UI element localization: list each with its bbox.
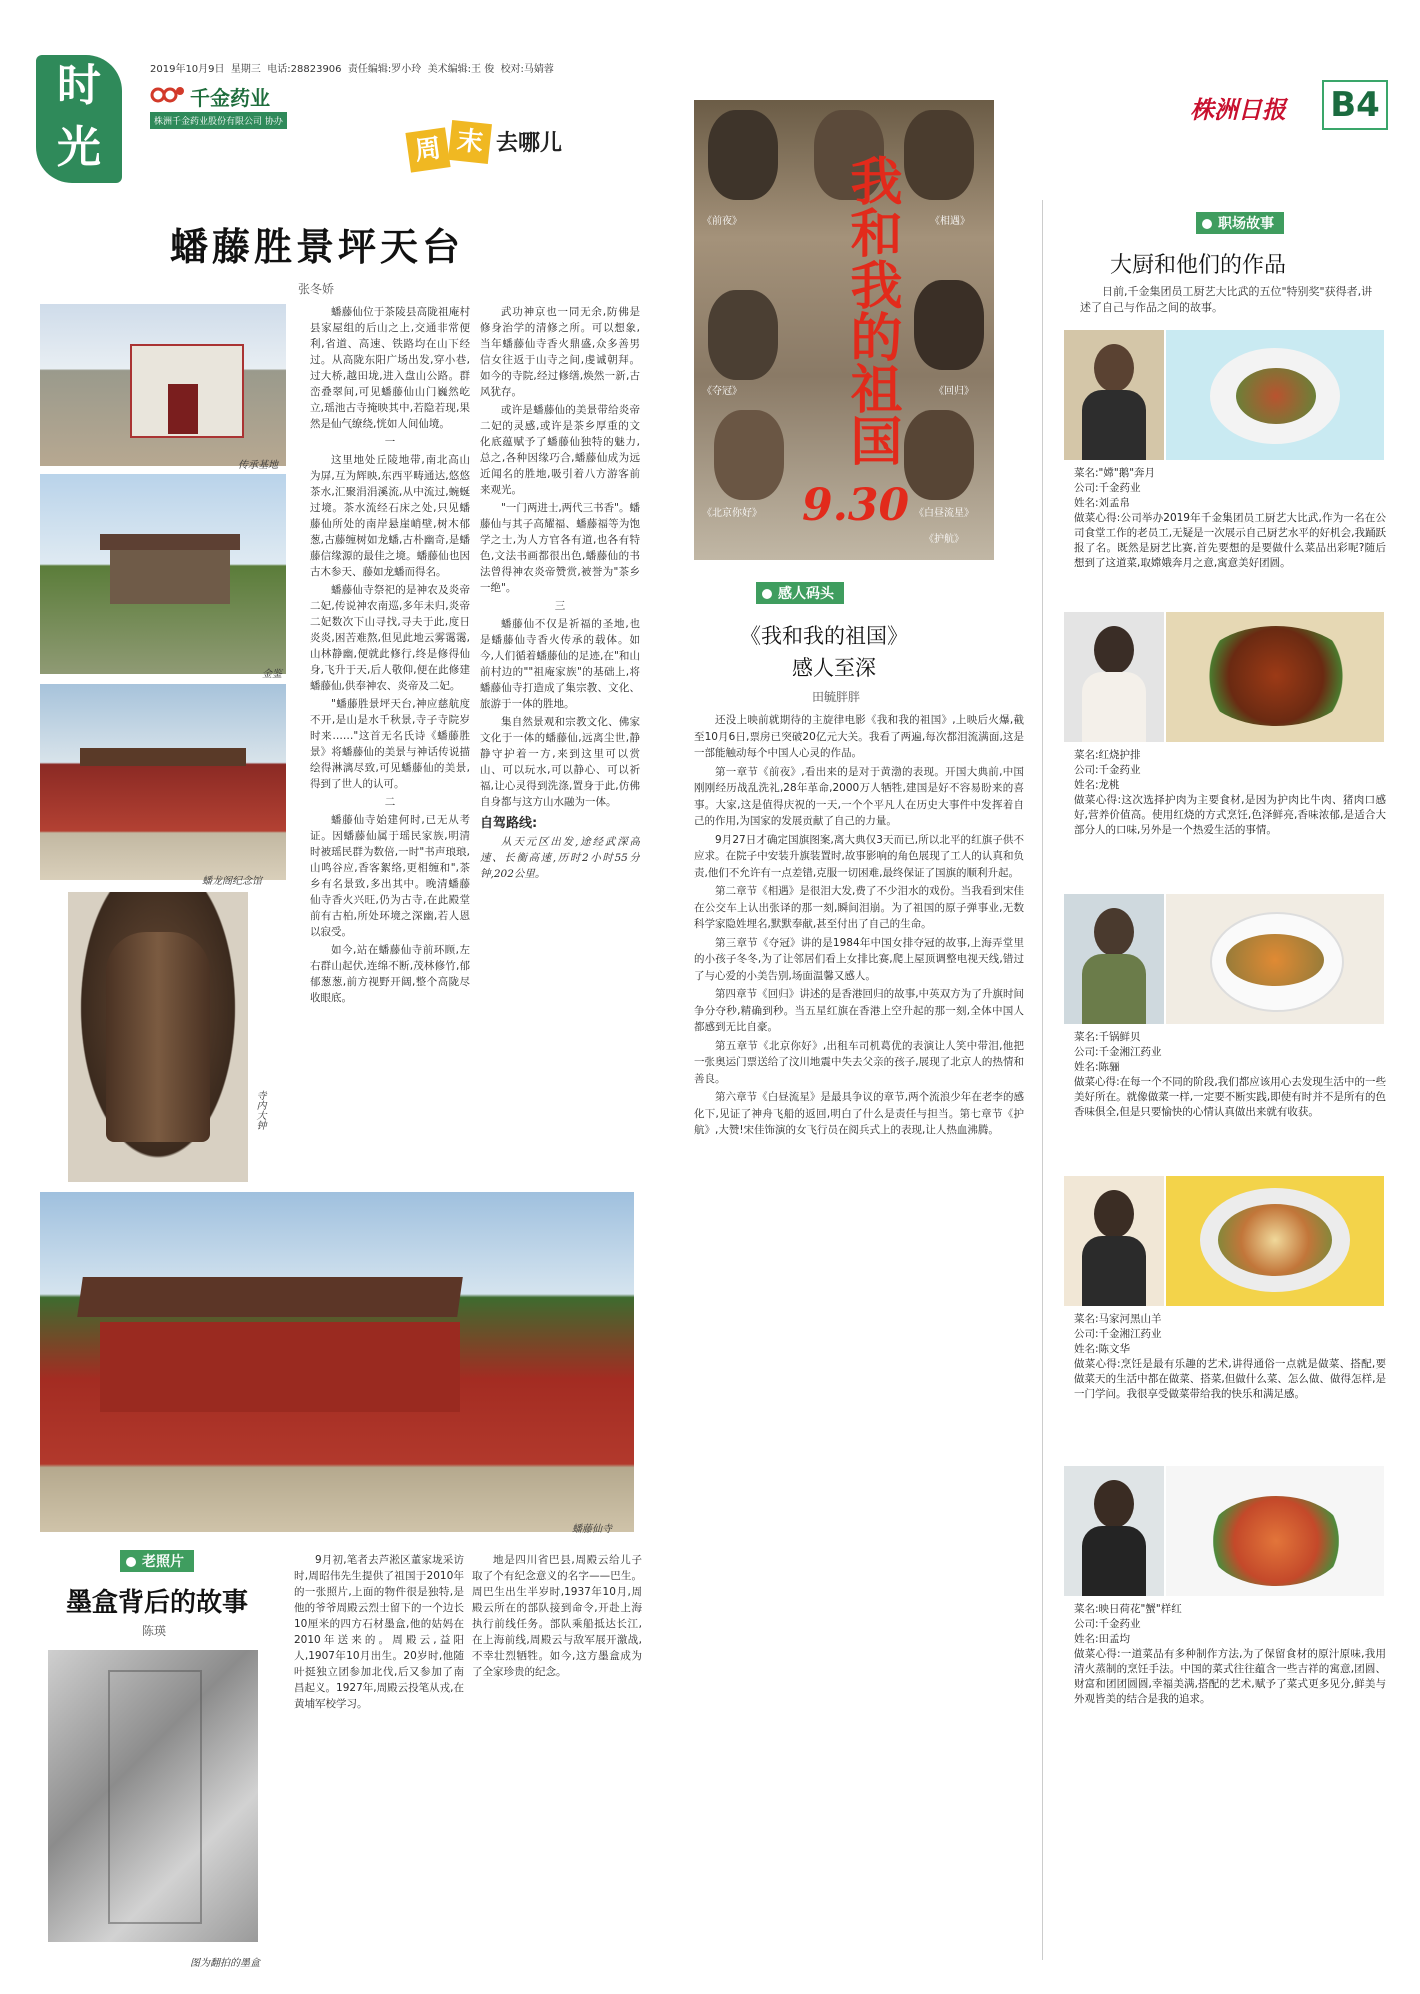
movie-author: 田毓胖胖 bbox=[812, 690, 861, 704]
route-text: 从天元区出发,途经武深高速、长衡高速,历时2小时55分钟,202公里。 bbox=[480, 836, 640, 880]
section-dot-icon bbox=[1202, 219, 1212, 229]
poster-label-7: 《护航》 bbox=[924, 534, 964, 545]
dish4-info bbox=[1074, 1312, 1386, 1402]
chef4-photo bbox=[1064, 1176, 1164, 1306]
dish5-comment: 做菜心得:一道菜品有多种制作方法,为了保留食材的原汁原味,我用清火蒸制的烹饪手法。中国的菜式往往蕴含一些吉祥的寓意,团圆、财富和团团圆圆,幸福美满,搭配的艺术,赋予了菜式更多见分,鲜美与外观皆美的结合是我的追求。 bbox=[1074, 1648, 1386, 1705]
chef3-photo bbox=[1064, 894, 1164, 1024]
column-tag-char2: 光 bbox=[57, 122, 101, 173]
movie-p3: 9月27日才确定国旗图案,离大典仅3天而已,所以北平的红旗子供不应求。在院子中安装升旗装置时,故事影响的角色展现了工人的认真和负责,他们不允许有一点差错,克服一切困难,最终保证了国旗的顺利升起。 bbox=[694, 833, 1024, 879]
caption-1: 传承基地 bbox=[238, 460, 278, 471]
sponsor-logo-icon bbox=[150, 82, 186, 108]
route-label: 自驾路线: bbox=[480, 816, 538, 831]
dish3-photo bbox=[1166, 894, 1384, 1024]
dish5-chef: 姓名:田孟均 bbox=[1074, 1633, 1131, 1645]
article1-author: 张冬娇 bbox=[298, 282, 335, 296]
movie-body bbox=[694, 712, 1024, 1964]
article1-col3-p2: 集自然景观和宗教文化、佛家文化于一体的蟠藤仙,远离尘世,静静守护着一方,来到这里可以赏山、可以玩水,可以静心、可以祈福,让心灵得到洗涤,置身于此,仿佛自身都与这方山水融为一体。 bbox=[480, 716, 640, 808]
article1-col1-p2: 这里地处丘陵地带,南北高山为屏,互为辉映,东西平畴通达,悠悠茶水,汇聚涓涓溪流,从中流过,蜿蜒过境。茶水流经石床之处,只见蟠藤仙所处的南岸悬崖峭壁,树木郁葱,古藤缠树如龙蟠,古朴幽奇,是蟠藤信缘源的最佳之境。蟠藤仙也因古木参天、藤如龙蟠而得名。 bbox=[310, 454, 470, 578]
dish1-info bbox=[1074, 466, 1386, 571]
caption-3: 蟠龙阁纪念馆 bbox=[202, 876, 262, 887]
dish2-photo bbox=[1166, 612, 1384, 742]
article2-col1-text: 9月初,笔者去芦淞区董家垅采访时,周昭伟先生提供了祖国于2010年的一张照片,上面的物件很是独特,是他的爷爷周殿云烈士留下的一个边长10厘米的四方石材墨盒,他的姑妈在2010年送来的。周殿云,益阳人,1907年10月出生。20岁时,他随叶挺独立团参加北伐,后又参加了南昌起义。1927年,周殿云投笔从戎,在黄埔军校学习。 bbox=[294, 1554, 464, 1710]
weekend-char2: 末 bbox=[448, 120, 492, 164]
caption-4: 寺内大钟 bbox=[254, 1090, 265, 1130]
movie-title-line1: 《我和我的祖国》 bbox=[740, 624, 908, 648]
dish2-name: 菜名:红烧护排 bbox=[1074, 749, 1141, 761]
dish1-company: 公司:千金药业 bbox=[1074, 482, 1141, 494]
sponsor-co-label: 协办 bbox=[264, 117, 283, 127]
poster-label-6: 《白昼流星》 bbox=[914, 508, 974, 519]
section-mark-2: 二 bbox=[384, 796, 396, 808]
article2-col2 bbox=[472, 1552, 642, 1962]
article1-col2 bbox=[480, 304, 640, 1194]
header-strip bbox=[150, 60, 670, 75]
paper-name: 株洲日报 bbox=[1190, 95, 1286, 124]
article1-col1-p6: 如今,站在蟠藤仙寺前环顾,左右群山起伏,连绵不断,茂林修竹,郁郁葱葱,前方视野开阔,整个高陇尽收眼底。 bbox=[310, 944, 470, 1004]
column-tag bbox=[36, 55, 122, 183]
dish4-photo bbox=[1166, 1176, 1384, 1306]
dish2-company: 公司:千金药业 bbox=[1074, 764, 1141, 776]
dish1-name: 菜名:"嫦"鹅"奔月 bbox=[1074, 467, 1156, 479]
chef2-photo bbox=[1064, 612, 1164, 742]
section-dot-icon bbox=[762, 589, 772, 599]
movie-title-line2: 感人至深 bbox=[792, 656, 876, 680]
poster-release: 9.30 bbox=[802, 480, 910, 531]
sponsor-company: 株洲千金药业股份有限公司 bbox=[154, 117, 263, 127]
photo-ink-box bbox=[48, 1650, 258, 1942]
article2-title: 墨盒背后的故事 bbox=[66, 1588, 249, 1618]
dish4-company: 公司:千金湘江药业 bbox=[1074, 1328, 1162, 1340]
article1-col2-p3: "一门两进士,两代三书香"。蟠藤仙与其子高耀福、蟠藤福等为饱学之士,为人方官各有道,也各有特色,文法书画都很出色,蟠藤仙的书法曾得神农炎帝赞赏,被誉为"茶乡一绝"。 bbox=[480, 502, 640, 594]
article1-col3-p1: 蟠藤仙不仅是祈福的圣地,也是蟠藤仙寺香火传承的载体。如今,人们循着蟠藤仙的足迹,在"和山前村边的""祖庵家族"的基础上,将蟠藤仙寺打造成了集宗教、文化、旅游于一体的胜地。 bbox=[480, 618, 640, 710]
phone: 电话:28823906 bbox=[267, 64, 342, 75]
poster-label-1: 《前夜》 bbox=[702, 216, 742, 227]
movie-poster bbox=[694, 100, 994, 560]
dish5-company: 公司:千金药业 bbox=[1074, 1618, 1141, 1630]
dish3-info bbox=[1074, 1030, 1386, 1120]
article1-col1-p5: 蟠藤仙寺始建何时,已无从考证。因蟠藤仙属于瑶民家族,明清时被瑶民群为数倍,一时"书声琅琅,山鸣谷应,香客絮络,更相缠和",茶乡有名景致,多出其中。晚清蟠藤仙寺香火兴旺,仍为古寺,在此殿堂前有古柏,所处环境之深幽,若人恩以寂受。 bbox=[310, 814, 470, 938]
photo-dragon-pavilion bbox=[40, 684, 286, 880]
poster-title: 我和我的祖国 bbox=[841, 154, 902, 466]
article2-section: 老照片 bbox=[142, 1554, 184, 1570]
poster-label-5: 《北京你好》 bbox=[702, 508, 762, 519]
movie-p2: 第一章节《前夜》,看出来的是对于黄渤的表现。开国大典前,中国刚刚经历战乱洗礼,28年革命,2000万人牺牲,建国是好不容易盼来的喜事。大家,这是值得庆祝的一天,一个个平凡人在历史大事件中发挥着自己的作用,为国家的发展贡献了自己的力量。 bbox=[694, 765, 1024, 827]
article1-title: 蟠藤胜景坪天台 bbox=[170, 224, 465, 269]
dish3-chef: 姓名:陈骊 bbox=[1074, 1061, 1120, 1073]
column-tag-char1: 时 bbox=[57, 60, 101, 111]
dish4-chef: 姓名:陈文华 bbox=[1074, 1343, 1131, 1355]
poster-label-2: 《相遇》 bbox=[930, 216, 970, 227]
article2-col1 bbox=[294, 1552, 464, 1962]
chef1-photo bbox=[1064, 330, 1164, 460]
page-number: B4 bbox=[1322, 80, 1388, 130]
movie-p1: 还没上映前就期待的主旋律电影《我和我的祖国》,上映后火爆,截至10月6日,票房已突破20亿元大关。我看了两遍,每次都泪流满面,这是一部能触动每个中国人心灵的作品。 bbox=[694, 714, 1024, 759]
weekend-char1: 周 bbox=[405, 127, 450, 172]
article1-col1 bbox=[310, 304, 470, 1194]
photo-heritage-base bbox=[40, 304, 286, 466]
sponsor-block bbox=[150, 82, 370, 132]
photo-golden-mirror bbox=[40, 474, 286, 674]
photo-temple-main bbox=[40, 1192, 634, 1532]
article2-author: 陈瑛 bbox=[142, 1624, 167, 1638]
dish2-chef: 姓名:龙桃 bbox=[1074, 779, 1120, 791]
dish1-photo bbox=[1166, 330, 1384, 460]
section-mark-3: 三 bbox=[554, 600, 566, 612]
article2-caption: 图为翻拍的墨盒 bbox=[190, 1958, 260, 1969]
dish3-company: 公司:千金湘江药业 bbox=[1074, 1046, 1162, 1058]
career-section-tag bbox=[1196, 212, 1284, 234]
movie-section-tag bbox=[756, 582, 844, 604]
dish1-chef: 姓名:刘孟帛 bbox=[1074, 497, 1131, 509]
sponsor-brand: 千金药业 bbox=[190, 86, 270, 110]
caption-2: 金鉴 bbox=[262, 669, 282, 680]
art-editor: 美术编辑:王 俊 bbox=[427, 64, 495, 75]
movie-p5: 第三章节《夺冠》讲的是1984年中国女排夺冠的故事,上海弄堂里的小孩子冬冬,为了让邻居们看上女排比赛,爬上屋顶调整电视天线,错过了与心爱的小美告别,场面温馨又感人。 bbox=[694, 936, 1024, 982]
dish3-name: 菜名:千锅鲜贝 bbox=[1074, 1031, 1141, 1043]
movie-p6: 第四章节《回归》讲述的是香港回归的故事,中英双方为了升旗时间争分夺秒,精确到秒。当五星红旗在香港上空升起的那一刻,全体中国人都感到无比自豪。 bbox=[694, 988, 1024, 1033]
movie-p7: 第五章节《北京你好》,出租车司机葛优的表演让人笑中带泪,他把一张奥运门票送给了汶川地震中失去父亲的孩子,展现了北京人的热情和善良。 bbox=[694, 1039, 1024, 1085]
dish2-info bbox=[1074, 748, 1386, 838]
article1-col2-p2: 或许是蟠藤仙的美景带给炎帝二妃的灵感,或许是茶乡厚重的文化底蕴赋予了蟠藤仙独特的魅力,总之,各种因缘巧合,蟠藤仙成为远近闻名的胜地,吸引着八方游客前来观光。 bbox=[480, 404, 640, 496]
dish1-comment: 做菜心得:公司举办2019年千金集团员工厨艺大比武,作为一名在公司食堂工作的老员工,无疑是一次展示自己厨艺水平的好机会,我踊跃报了名。既然是厨艺比赛,首先要想的是要做什么菜品出彩呢?随后想到了这道菜,取嫦娥奔月之意,寓意美好团圆。 bbox=[1074, 512, 1386, 569]
sponsor-company-bar bbox=[150, 112, 287, 129]
section-dot-icon bbox=[126, 1557, 136, 1567]
movie-p4: 第二章节《相遇》是很泪大发,费了不少泪水的戏份。当我看到宋佳在公交车上认出张译的那一刻,瞬间泪崩。为了祖国的原子弹事业,无数科学家隐姓埋名,默默奉献,甚至付出了自己的生命。 bbox=[694, 885, 1024, 930]
dish4-name: 菜名:马家河黑山羊 bbox=[1074, 1313, 1162, 1325]
article1-col2-p1: 武功神京也一同无余,防佛是修身治学的清修之所。可以想象,当年蟠藤仙寺香火鼎盛,众多善男信女往返于山寺之间,虔诚朝拜。如今的寺院,经过修缮,焕然一新,古风犹存。 bbox=[480, 306, 640, 398]
issue-weekday: 星期三 bbox=[230, 64, 261, 75]
movie-section: 感人码头 bbox=[778, 586, 834, 602]
caption-5: 蟠藤仙寺 bbox=[572, 1524, 612, 1535]
article2-section-tag bbox=[120, 1550, 194, 1572]
career-intro: 日前,千金集团员工厨艺大比武的五位"特别奖"获得者,讲述了自己与作品之间的故事。 bbox=[1080, 285, 1373, 314]
photo-temple-bell bbox=[68, 892, 248, 1182]
poster-label-3: 《夺冠》 bbox=[702, 386, 742, 397]
article1-col1-p4: "蟠藤胜景坪天台,神应慈航度不开,是山是水千秋景,寺子寺院岁时来……"这首无名氏诗《蟠藤胜景》将蟠藤仙的美景与神话传说描绘得淋漓尽致,可见蟠藤仙的美景,得到了世人的认可。 bbox=[310, 698, 470, 790]
article1-col1-p1: 蟠藤仙位于茶陵县高陇祖庵村县家屋组的后山之上,交通非常便利,省道、高速、铁路均在山下经过。从高陇东阳广场出发,穿小巷,过大桥,越田垅,进入盘山公路。群峦叠翠间,可见蟠藤仙山门巍然屹立,瑶池古寺掩映其中,若隐若现,果然是仙气缭绕,恍如人间仙境。 bbox=[310, 306, 470, 430]
dish5-name: 菜名:映日荷花"蟹"样红 bbox=[1074, 1603, 1182, 1615]
movie-p8: 第六章节《白昼流星》是最具争议的章节,两个流浪少年在老李的感化下,见证了神舟飞船的返回,明白了什么是责任与担当。第七章节《护航》,大赞!宋佳饰演的女飞行员在阅兵式上的表现,让人热血沸腾。 bbox=[694, 1091, 1024, 1136]
editor: 责任编辑:罗小玲 bbox=[347, 64, 422, 75]
career-title: 大厨和他们的作品 bbox=[1110, 253, 1287, 278]
weekend-badge bbox=[400, 110, 640, 180]
career-section: 职场故事 bbox=[1218, 216, 1274, 232]
poster-label-4: 《回归》 bbox=[934, 386, 974, 397]
article1-col1-p3: 蟠藤仙寺祭祀的是神农及炎帝二妃,传说神农南巡,多年未归,炎帝二妃数次下山寻找,寻夫于此,度日炎炎,困苦难熬,但见此地云雾霭霭,山林静幽,便就此修行,终是修得仙身,飞升于天,后人敬仰,便在此修建蟠藤仙,供奉神农、炎帝及二妃。 bbox=[310, 584, 470, 692]
column-divider bbox=[1042, 200, 1043, 1960]
dish5-info bbox=[1074, 1602, 1386, 1707]
dish3-comment: 做菜心得:在每一个不同的阶段,我们都应该用心去发现生活中的一些美好所在。就像做菜一样,一定要不断实践,即使有时并不是所有的色香味俱全,但是只要愉快的心情认真做出来就有收获。 bbox=[1074, 1076, 1386, 1118]
proofreader: 校对:马婧蓉 bbox=[500, 64, 554, 75]
dish4-comment: 做菜心得:烹饪是最有乐趣的艺术,讲得通俗一点就是做菜、搭配,要做菜天的生活中都在做菜、搭菜,但做什么菜、怎么做、做得怎样,是一门学问。我很享受做菜带给我的快乐和满足感。 bbox=[1074, 1358, 1386, 1400]
article2-col2-text: 地是四川省巴县,周殿云给儿子取了个有纪念意义的名字——巴生。周巴生出生半岁时,1937年10月,周殿云所在的部队接到命令,开赴上海执行前线任务。部队乘船抵达长江,在上海前线,周殿云与敌军展开激战,不幸壮烈牺牲。如今,这方墨盒成为了全家珍贵的纪念。 bbox=[472, 1554, 642, 1678]
dish5-photo bbox=[1166, 1466, 1384, 1596]
dish2-comment: 做菜心得:这次选择护肉为主要食材,是因为护肉比牛肉、猪肉口感好,营养价值高。使用红烧的方式烹饪,色泽鲜亮,香味浓郁,是适合大部分人的口味,另外是一个热爱生活的事情。 bbox=[1074, 794, 1386, 836]
weekend-text: 去哪儿 bbox=[496, 131, 563, 156]
section-mark-1: 一 bbox=[384, 436, 396, 448]
issue-date: 2019年10月9日 bbox=[150, 64, 225, 75]
chef5-photo bbox=[1064, 1466, 1164, 1596]
